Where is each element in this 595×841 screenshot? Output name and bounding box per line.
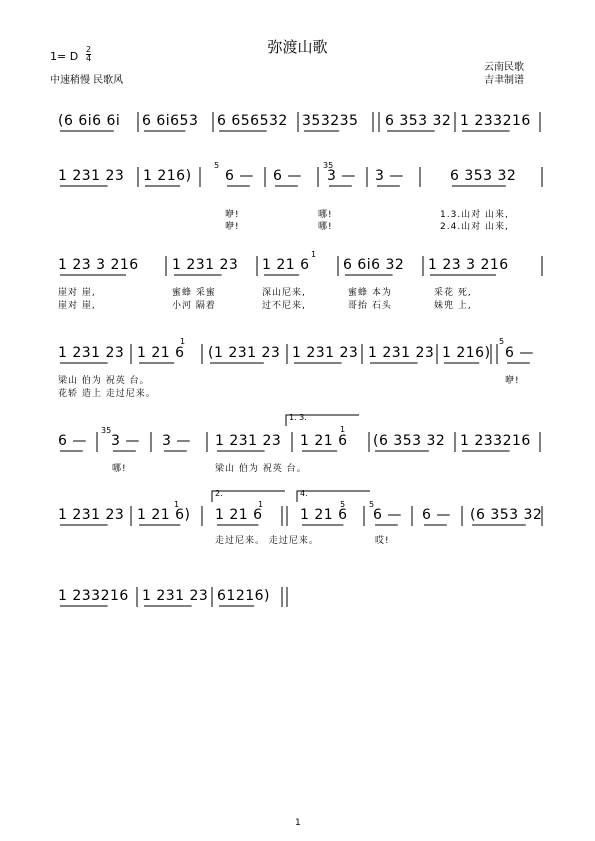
meter-top: 2 bbox=[86, 45, 92, 54]
lyric-text: 咿! bbox=[225, 222, 240, 232]
grace-note: 5 bbox=[499, 337, 505, 346]
measure-notes: 1 23 3 216 bbox=[58, 257, 139, 273]
measure-notes: 1 231 23 bbox=[58, 168, 125, 184]
measure-notes: 61216) bbox=[217, 588, 270, 604]
volta-label: 4. bbox=[300, 489, 308, 498]
measure-notes: 3 — bbox=[375, 168, 404, 184]
meter-bottom: 4 bbox=[86, 54, 92, 63]
volta-bracket bbox=[297, 491, 370, 502]
lyric-text: 崖对 崖, bbox=[58, 288, 96, 298]
volta-label: 1. 3. bbox=[289, 413, 307, 422]
lyric-text: 哪! bbox=[318, 210, 333, 220]
measure-notes: 3 — bbox=[111, 433, 140, 449]
lyric-text: 哪! bbox=[112, 464, 127, 474]
grace-note: 1 bbox=[340, 425, 346, 434]
grace-note: 1 bbox=[174, 500, 180, 509]
lyric-text: 蜜蜂 本为 bbox=[348, 288, 392, 298]
measure-notes: 1 233216 bbox=[460, 433, 531, 449]
lyric-text: 梁山 伯为 祝英 台。 bbox=[215, 464, 307, 474]
lyric-text: 哪! bbox=[318, 222, 333, 232]
measure-notes: 1 231 23 bbox=[368, 345, 435, 361]
measure-notes: 6 — bbox=[225, 168, 254, 184]
grace-note: 5 bbox=[340, 500, 346, 509]
measure-notes: 1 231 23 bbox=[172, 257, 239, 273]
measure-notes: 3 — bbox=[327, 168, 356, 184]
lyric-text: 花轿 造上 走过尼来。 bbox=[58, 389, 156, 399]
lyric-text: 咿! bbox=[225, 210, 240, 220]
measure-notes: 6 353 32 bbox=[450, 168, 517, 184]
lyric-text: 崖对 崖, bbox=[58, 301, 96, 311]
grace-note: 5 bbox=[214, 161, 220, 170]
lyric-text: 梁山 伯为 祝英 台。 bbox=[58, 376, 150, 386]
lyric-text: 咿! bbox=[505, 376, 520, 386]
measure-notes: 1 21 6) bbox=[137, 507, 191, 523]
grace-note: 35 bbox=[323, 161, 334, 170]
lyric-text: 1.3.山对 山来, bbox=[440, 210, 509, 220]
measure-notes: 1 231 23 bbox=[215, 433, 282, 449]
measure-notes: 1 231 23 bbox=[58, 345, 125, 361]
page-number: 1 bbox=[295, 818, 301, 828]
lyric-text: 走过尼来。 走过尼来。 bbox=[215, 536, 319, 546]
arranger-credit: 吉聿制谱 bbox=[484, 75, 524, 86]
measure-notes: 6 6i653 bbox=[142, 113, 199, 129]
measure-notes: 1 231 23 bbox=[292, 345, 359, 361]
measure-notes: 3 — bbox=[162, 433, 191, 449]
volta-bracket bbox=[212, 491, 285, 502]
measure-notes: 1 21 6 bbox=[300, 433, 348, 449]
lyric-text: 哎! bbox=[375, 536, 390, 546]
measure-notes: 1 231 23 bbox=[142, 588, 209, 604]
measure-notes: 6 353 32 bbox=[385, 113, 452, 129]
measure-notes: 1 216) bbox=[442, 345, 491, 361]
measure-notes: 6 — bbox=[373, 507, 402, 523]
lyric-text: 小河 隔着 bbox=[172, 301, 216, 311]
lyric-text: 哥抬 石头 bbox=[348, 301, 392, 311]
measure-notes: 6 656532 bbox=[217, 113, 288, 129]
measure-notes: 6 — bbox=[58, 433, 87, 449]
grace-note: 1 bbox=[258, 500, 264, 509]
measure-notes: (1 231 23 bbox=[208, 345, 281, 361]
volta-label: 2. bbox=[215, 489, 223, 498]
song-title: 弥渡山歌 bbox=[267, 38, 328, 56]
measure-notes: (6 353 32 bbox=[373, 433, 446, 449]
lyric-text: 深山尼来, bbox=[262, 288, 306, 298]
measure-notes: (6 6i6 6i bbox=[58, 113, 121, 129]
grace-note: 35 bbox=[101, 426, 112, 435]
lyric-text: 妹兜 上, bbox=[434, 301, 472, 311]
tempo-marking: 中速稍慢 民歌风 bbox=[50, 75, 124, 86]
grace-note: 1 bbox=[180, 337, 186, 346]
grace-note: 5 bbox=[369, 500, 375, 509]
measure-notes: 1 23 3 216 bbox=[428, 257, 509, 273]
lyric-text: 过不尼来, bbox=[262, 301, 306, 311]
grace-note: 1 bbox=[311, 250, 317, 259]
measure-notes: 353235 bbox=[302, 113, 359, 129]
measure-notes: 6 — bbox=[505, 345, 534, 361]
source-credit: 云南民歌 bbox=[484, 62, 524, 73]
measure-notes: 1 233216 bbox=[460, 113, 531, 129]
measure-notes: 1 231 23 bbox=[58, 507, 125, 523]
lyric-text: 蜜蜂 采蜜 bbox=[172, 288, 216, 298]
measure-notes: 6 — bbox=[422, 507, 451, 523]
measure-notes: (6 353 32 bbox=[470, 507, 543, 523]
measure-notes: 1 21 6 bbox=[300, 507, 348, 523]
measure-notes: 1 216) bbox=[143, 168, 192, 184]
measure-notes: 6 6i6 32 bbox=[343, 257, 405, 273]
key-signature: 1= D bbox=[50, 50, 79, 63]
measure-notes: 6 — bbox=[273, 168, 302, 184]
measure-notes: 1 21 6 bbox=[137, 345, 185, 361]
measure-notes: 1 233216 bbox=[58, 588, 129, 604]
lyric-text: 采花 死, bbox=[434, 288, 472, 298]
measure-notes: 1 21 6 bbox=[215, 507, 263, 523]
lyric-text: 2.4.山对 山来, bbox=[440, 222, 509, 232]
measure-notes: 1 21 6 bbox=[262, 257, 310, 273]
